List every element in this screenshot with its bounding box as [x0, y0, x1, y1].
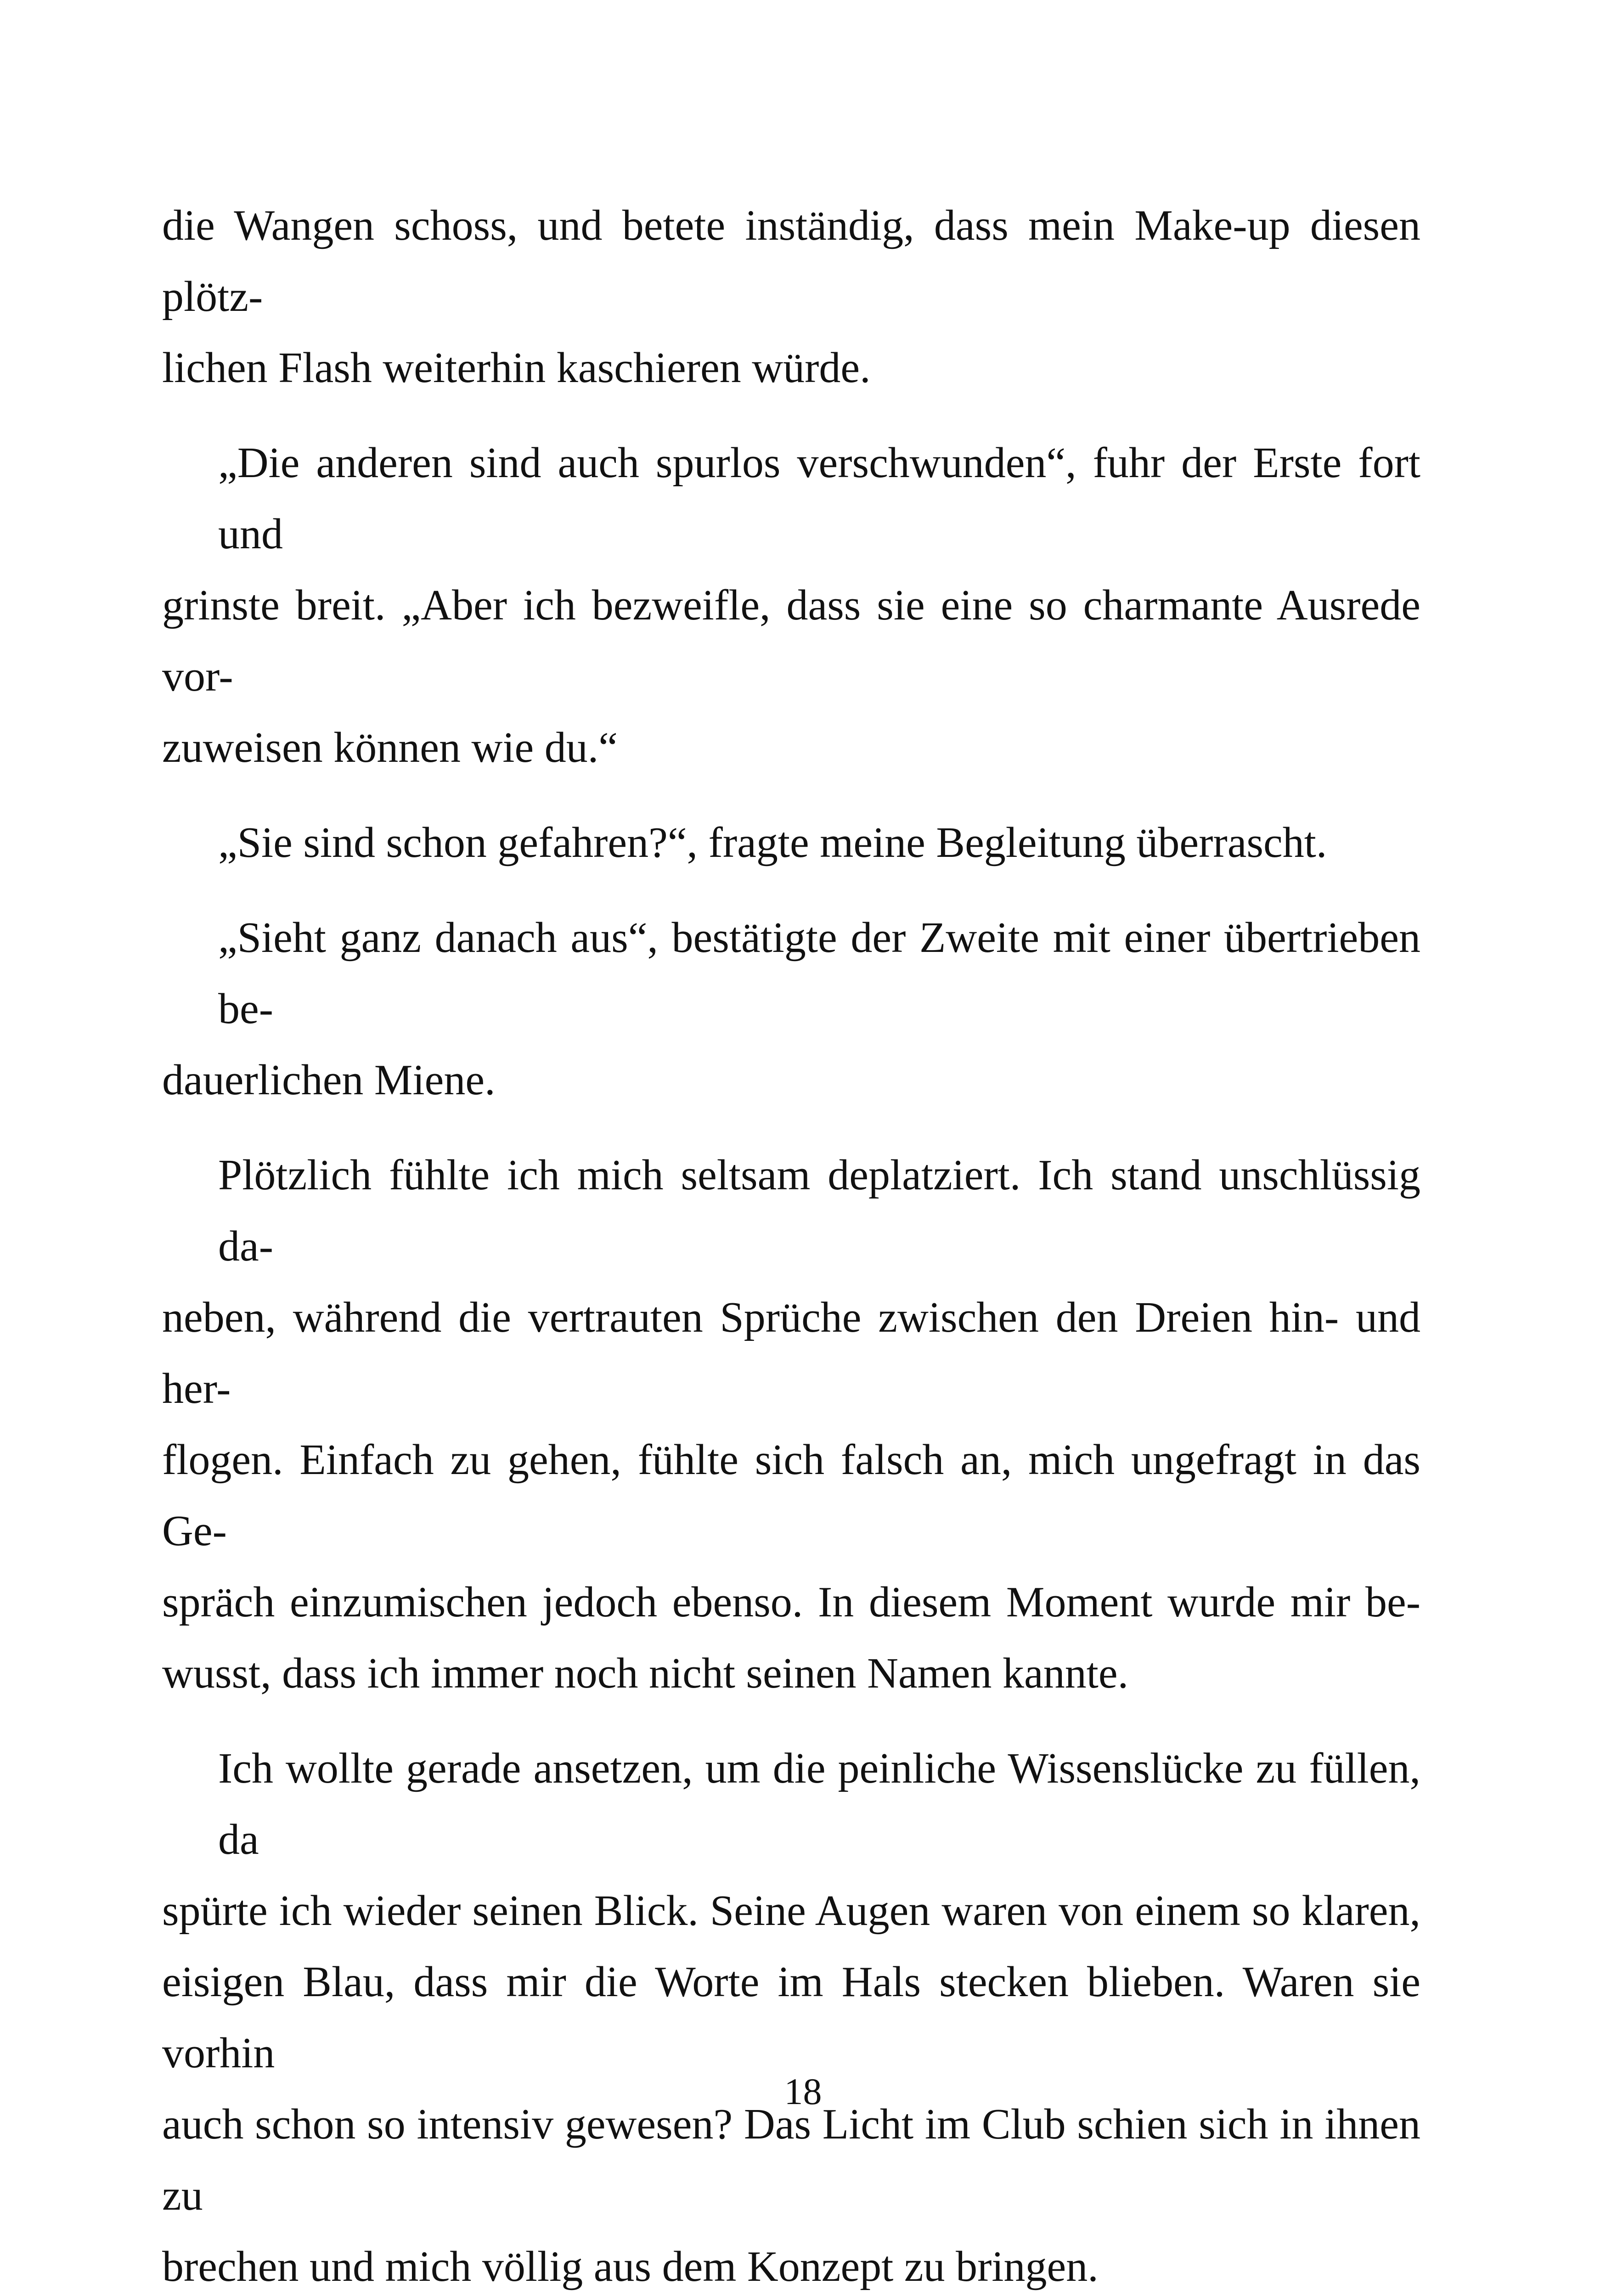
paragraph-3 — [162, 807, 1420, 878]
body-text — [162, 190, 1420, 2296]
text-line: brechen und mich völlig aus dem Konzept zu bringen. — [162, 2243, 1099, 2290]
page-number: 18 — [784, 2071, 822, 2112]
text-line: Ich wollte gerade ansetzen, um die peinliche Wissenslücke zu füllen, da — [218, 1745, 1420, 1863]
text-line: eisigen Blau, dass mir die Worte im Hals stecken blieben. Waren sie vorhin — [162, 1958, 1420, 2077]
text-line: zuweisen können wie du.“ — [162, 724, 618, 771]
text-line: spräch einzumischen jedoch ebenso. In diesem Moment wurde mir be- — [162, 1578, 1420, 1626]
text-line: „Sie sind schon gefahren?“, fragte meine Begleitung überrascht. — [218, 819, 1327, 867]
paragraph-6 — [162, 1733, 1420, 2296]
paragraph-4 — [162, 902, 1420, 1116]
paragraph-1 — [162, 190, 1420, 404]
paragraph-2 — [162, 428, 1420, 783]
text-line: Plötzlich fühlte ich mich seltsam deplatziert. Ich stand unschlüssig da- — [218, 1151, 1420, 1270]
text-line: neben, während die vertrauten Sprüche zwischen den Dreien hin- und her- — [162, 1294, 1420, 1412]
text-line: spürte ich wieder seinen Blick. Seine Augen waren von einem so klaren, — [162, 1887, 1420, 1935]
paragraph-5 — [162, 1140, 1420, 1709]
text-line: flogen. Einfach zu gehen, fühlte sich falsch an, mich ungefragt in das Ge- — [162, 1436, 1420, 1555]
text-line: auch schon so intensiv gewesen? Das Licht im Club schien sich in ihnen zu — [162, 2100, 1420, 2219]
text-line: lichen Flash weiterhin kaschieren würde. — [162, 344, 871, 392]
text-line: „Sieht ganz danach aus“, bestätigte der Zweite mit einer übertrieben be- — [218, 914, 1420, 1033]
text-line: „Die anderen sind auch spurlos verschwunden“, fuhr der Erste fort und — [218, 439, 1420, 558]
text-line: grinste breit. „Aber ich bezweifle, dass sie eine so charmante Ausrede vor- — [162, 581, 1420, 700]
text-line: die Wangen schoss, und betete inständig, dass mein Make-up diesen plötz- — [162, 202, 1420, 321]
text-line: dauerlichen Miene. — [162, 1056, 496, 1104]
text-line: wusst, dass ich immer noch nicht seinen Namen kannte. — [162, 1649, 1129, 1697]
